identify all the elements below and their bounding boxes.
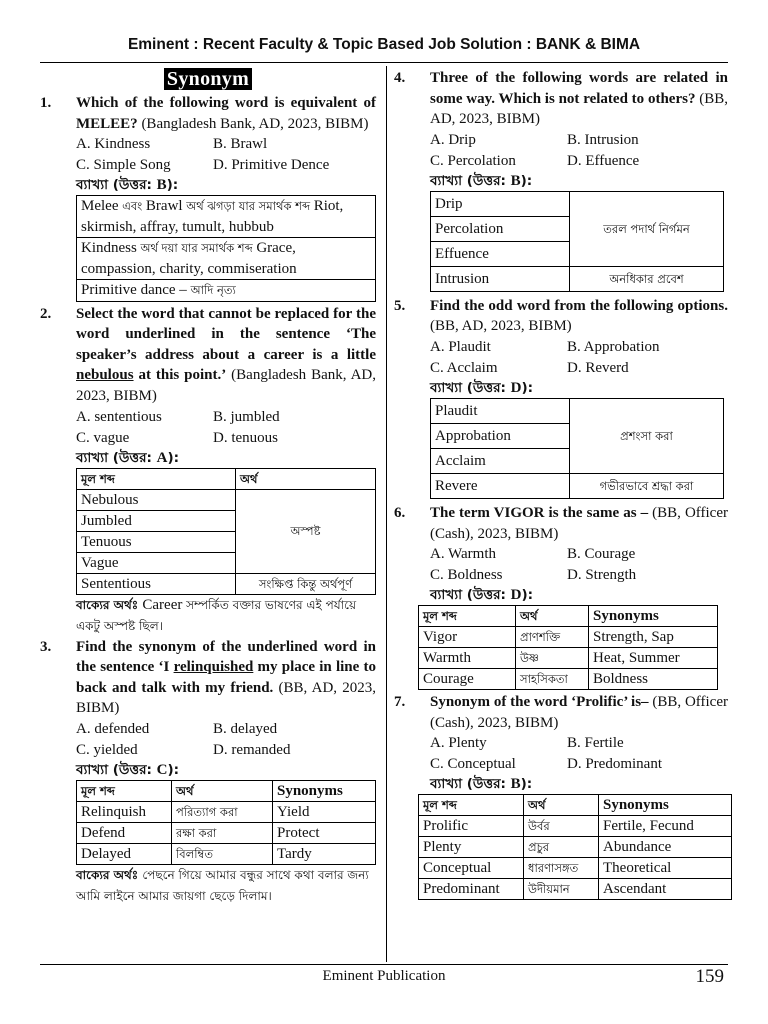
explanation-table: Plaudit প্রশংসা করা Approbation Acclaim Revere গভীরভাবে শ্রদ্ধা করা: [430, 398, 724, 499]
left-column: [40, 68, 376, 907]
column-divider: [386, 66, 387, 962]
explanation-label: ব্যাখ্যা (উত্তর: A):: [76, 449, 180, 466]
question-5: 5. Find the odd word from the following options. (BB, AD, 2023, BIBM): [394, 297, 728, 335]
explanation-label: ব্যাখ্যা (উত্তর: B):: [430, 776, 533, 793]
sentence-meaning: বাক্যের অর্থঃ Career সম্পর্কিত বক্তার ভাষণের এই পর্যায়ে একটু অস্পষ্ট ছিল।: [76, 596, 357, 633]
options: A. sententious B. jumbled C. vague D. tenuous: [76, 408, 280, 446]
explanation-table: Drip তরল পদার্থ নির্গমন Percolation Effuence Intrusion অনধিকার প্রবেশ: [430, 191, 724, 292]
right-column: [394, 68, 728, 900]
explanation-table: মূল শব্দ অর্থ Synonyms Vigor প্রাণশক্তি Strength, Sap Warmth উষ্ণ Heat, Summer Courage সাহসিকতা Boldness: [418, 605, 718, 690]
explanation-label: ব্যাখ্যা (উত্তর: C):: [76, 762, 180, 779]
question-4: 4. Three of the following words are related in some way. Which is not related to others? (BB, AD, 2023, BIBM): [394, 70, 728, 128]
question-7: 7. Synonym of the word ‘Prolific’ is– (BB, Officer (Cash), 2023, BIBM): [394, 694, 728, 731]
header-rule: [40, 62, 728, 63]
options: A. Plenty B. Fertile C. Conceptual D. Predominant: [430, 735, 662, 773]
explanation-box: Kindness অর্থ দয়া যার সমার্থক শব্দ Grace, compassion, charity, commiseration: [76, 238, 376, 280]
explanation-box: Melee এবং Brawl অর্থ ঝগড়া যার সমার্থক শব্দ Riot, skirmish, affray, tumult, hubbub: [76, 195, 376, 238]
explanation-label: ব্যাখ্যা (উত্তর: B):: [430, 172, 533, 189]
section-title: Synonym: [40, 68, 376, 91]
question-1: 1. Which of the following word is equivalent of MELEE? (Bangladesh Bank, AD, 2023, BIBM): [40, 95, 376, 132]
explanation-label: ব্যাখ্যা (উত্তর: D):: [430, 379, 534, 396]
explanation-table: মূল শব্দ অর্থ Nebulous অস্পষ্ট Jumbled Tenuous Vague Sententious সংক্ষিপ্ত কিন্তু অর্থপূর্ণ: [76, 468, 376, 595]
explanation-label: ব্যাখ্যা (উত্তর: B):: [76, 177, 179, 194]
question-source: (Bangladesh Bank, AD, 2023, BIBM): [137, 115, 369, 132]
sentence-meaning: বাক্যের অর্থঃ পেছনে গিয়ে আমার বন্ধুর সাথে কথা বলার জন্য আমি লাইনে আমার জায়গা ছেড়ে দিলাম।: [76, 868, 369, 904]
explanation-label: ব্যাখ্যা (উত্তর: D):: [430, 587, 534, 604]
footer-publisher: Eminent Publication: [322, 968, 446, 984]
options: A. defended B. delayed C. yielded D. remanded: [76, 721, 291, 759]
explanation-table: মূল শব্দ অর্থ Synonyms Relinquish পরিত্যাগ করা Yield Defend রক্ষা করা Protect Delayed বিলম্বিত Tardy: [76, 780, 376, 865]
page-header: Eminent : Recent Faculty & Topic Based Job Solution : BANK & BIMA: [127, 36, 641, 53]
footer-rule: [40, 964, 728, 965]
explanation-table: মূল শব্দ অর্থ Synonyms Prolific উর্বর Fertile, Fecund Plenty প্রচুর Abundance Conceptual ধারণাসঙ্গত Theoretical Predominant উদীয়মান Ascendant: [418, 794, 732, 900]
question-stem: Which of the following word is equivalent of MELEE?: [76, 95, 376, 132]
explanation-box: Primitive dance – আদি নৃত্য: [76, 280, 376, 302]
question-6: 6. The term VIGOR is the same as – (BB, Officer (Cash), 2023, BIBM): [394, 504, 728, 542]
page-number: 159: [695, 966, 724, 987]
options: A. Kindness B. Brawl C. Simple Song D. Primitive Dence: [76, 136, 330, 174]
options: A. Warmth B. Courage C. Boldness D. Strength: [430, 546, 637, 584]
question-3: 3. Find the synonym of the underlined word in the sentence ‘I relinquished my place in line to back and talk with my friend. (BB, AD, 2023, BIBM): [40, 638, 376, 717]
options: A. Plaudit B. Approbation C. Acclaim D. Reverd: [430, 338, 660, 376]
question-2: 2. Select the word that cannot be replaced for the word underlined in the sentence ‘The speaker’s address about a career is a little nebulous at this point.’ (Bangladesh Bank, AD, 2023, BIBM): [40, 305, 376, 405]
options: A. Drip B. Intrusion C. Percolation D. Effuence: [430, 131, 640, 169]
